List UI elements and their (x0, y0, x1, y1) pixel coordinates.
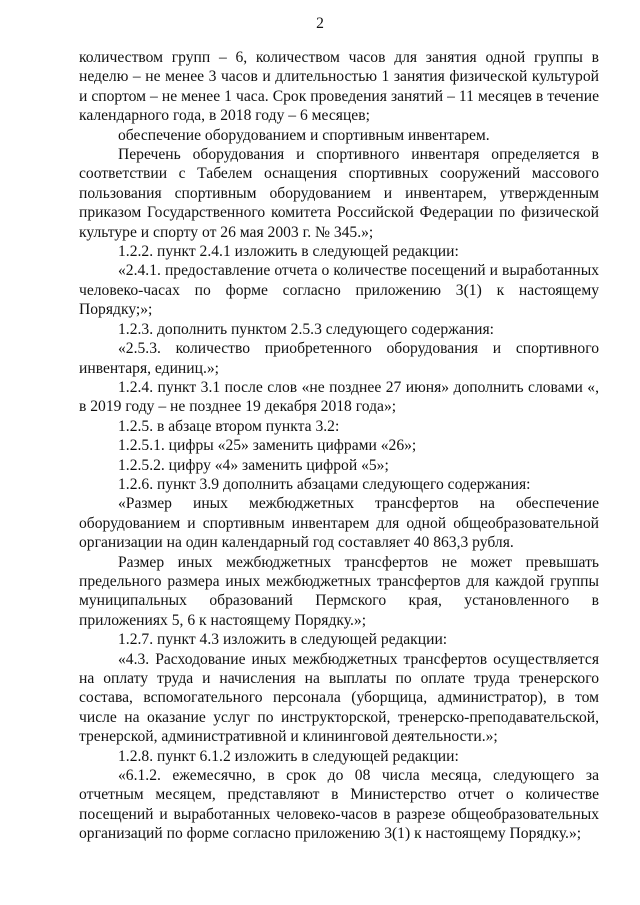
paragraph-5: «2.4.1. предоставление отчета о количестве посещений и выработанных человеко-часах по форме согласно приложению 3(1) к настоящему Порядку;»; (79, 262, 599, 319)
paragraph-14: Размер иных межбюджетных трансфертов не может превышать предельного размера иных межбюджетных трансфертов для каждой группы муниципальных образований Пермского края, установленного в приложениях 5, 6 к настоящему Порядку.»; (79, 553, 599, 629)
paragraph-15: 1.2.7. пункт 4.3 изложить в следующей редакции: (118, 631, 448, 649)
page-number: 2 (316, 15, 324, 32)
paragraph-10: 1.2.5.1. цифры «25» заменить цифрами «26»; (118, 437, 417, 455)
paragraph-2: обеспечение оборудованием и спортивным инвентарем. (118, 126, 490, 144)
paragraph-16: «4.3. Расходование иных межбюджетных трансфертов осуществляется на оплату труда и начисления на выплаты по оплате труда тренерского состава, вспомогательного персонала (уборщица, администратор), в том числе на оказание услуг по инструкторской, тренерско-преподавательской, тренерской, административной и клининговой деятельности.»; (79, 650, 599, 746)
paragraph-4: 1.2.2. пункт 2.4.1 изложить в следующей редакции: (118, 243, 459, 261)
paragraph-12: 1.2.6. пункт 3.9 дополнить абзацами следующего содержания: (118, 475, 531, 493)
paragraph-13: «Размер иных межбюджетных трансфертов на обеспечение оборудованием и спортивным инвентарем для одной общеобразовательной организации на один календарный год составляет 40 863,3 рубля. (79, 495, 599, 552)
document-body (79, 48, 599, 844)
paragraph-18: «6.1.2. ежемесячно, в срок до 08 числа месяца, следующего за отчетным месяцем, представляют в Министерство отчет о количестве посещений и выработанных человеко-часов в разрезе общеобразовательных организаций по форме согласно приложению 3(1) к настоящему Порядку.»; (79, 767, 599, 843)
paragraph-7: «2.5.3. количество приобретенного оборудования и спортивного инвентаря, единиц.»; (79, 340, 599, 377)
paragraph-6: 1.2.3. дополнить пунктом 2.5.3 следующего содержания: (118, 320, 495, 338)
paragraph-3: Перечень оборудования и спортивного инвентаря определяется в соответствии с Табелем оснащения спортивных сооружений массового пользования спортивным оборудованием и инвентарем, утвержденным приказом Государственного комитета Российской Федерации по физической культуре и спорту от 26 мая 2003 г. № 345.»; (79, 146, 599, 241)
paragraph-1: количеством групп – 6, количеством часов для занятия одной группы в неделю – не менее 3 часов и длительностью 1 занятия физической культурой и спортом – не менее 1 часа. Срок проведения занятий – 11 месяцев в течение календарного года, в 2018 году – 6 месяцев; (79, 49, 599, 125)
paragraph-8: 1.2.4. пункт 3.1 после слов «не позднее 27 июня» дополнить словами «, в 2019 году – не позднее 19 декабря 2018 года»; (79, 378, 599, 416)
paragraph-9: 1.2.5. в абзаце втором пункта 3.2: (118, 417, 340, 435)
paragraph-11: 1.2.5.2. цифру «4» заменить цифрой «5»; (118, 456, 389, 474)
paragraph-17: 1.2.8. пункт 6.1.2 изложить в следующей редакции: (118, 747, 459, 765)
